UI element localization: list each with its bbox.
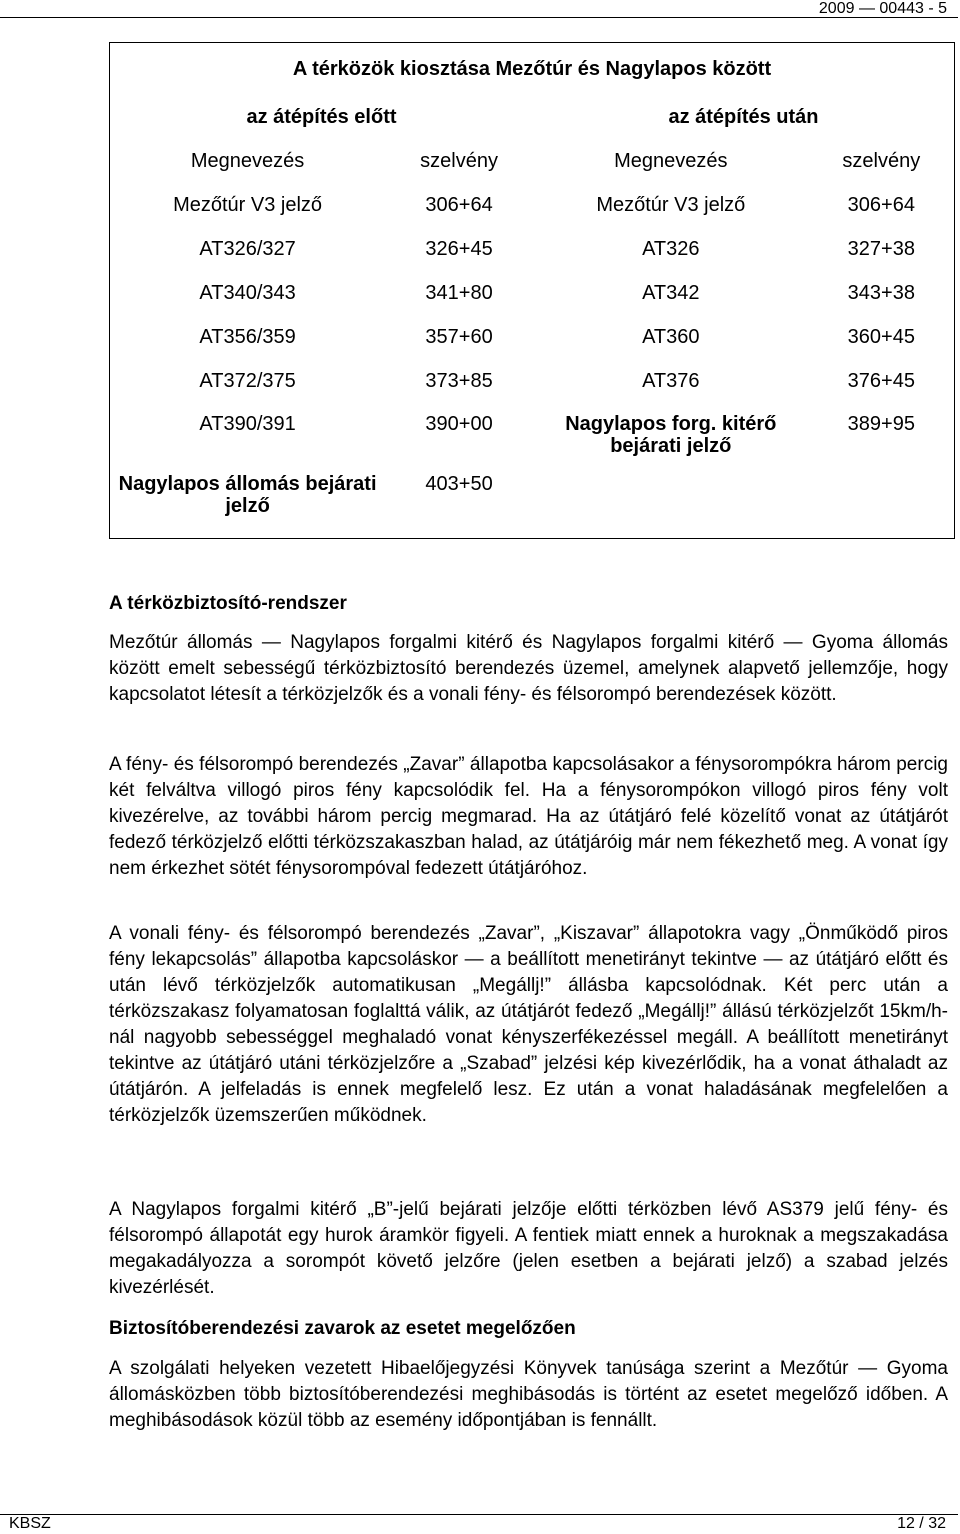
table-cell: AT326/327 <box>110 227 386 271</box>
header-divider <box>0 17 958 18</box>
after-header: az átépítés után <box>533 95 955 139</box>
table-cell: AT376 <box>642 369 700 392</box>
table-cell <box>533 469 809 539</box>
table-cell: 326+45 <box>425 237 493 260</box>
col-header-km-after: szelvény <box>809 139 955 183</box>
table-title: A térközök kiosztása Mezőtúr és Nagylapos között <box>110 43 955 95</box>
footer-org: KBSZ <box>9 1515 51 1532</box>
table-cell: 373+85 <box>425 369 493 392</box>
table-cell: AT390/391 <box>110 403 386 469</box>
table-cell: AT372/375 <box>110 359 386 403</box>
table-cell: 390+00 <box>425 412 493 435</box>
table-cell: Mezőtúr V3 jelző <box>110 183 386 227</box>
table-cell: 360+45 <box>809 315 955 359</box>
table-cell: 376+45 <box>809 359 955 403</box>
paragraph: Mezőtúr állomás — Nagylapos forgalmi kitérő és Nagylapos forgalmi kitérő — Gyoma állomás között emelt sebességű térközbiztosító berendezés üzemel, amelynek alapvető jellemzője, hogy kapcsolatot létesít a térközjelzők és a vonali fény- és félsorompó berendezések között. <box>109 632 948 705</box>
table-cell: 341+80 <box>425 281 493 304</box>
table-row <box>110 271 955 315</box>
table-row <box>110 227 955 271</box>
table-cell: Mezőtúr V3 jelző <box>596 193 746 216</box>
table-row <box>110 359 955 403</box>
document-reference: 2009 — 00443 - 5 <box>818 0 947 17</box>
table-cell: 343+38 <box>809 271 955 315</box>
table-cell: 327+38 <box>809 227 955 271</box>
col-header-name-after: Megnevezés <box>614 149 728 172</box>
table-cell: AT340/343 <box>110 271 386 315</box>
table-cell: AT356/359 <box>110 315 386 359</box>
col-header-km-before: szelvény <box>420 149 498 172</box>
table-row <box>110 315 955 359</box>
paragraph: A Nagylapos forgalmi kitérő „B”-jelű bejárati jelzője előtti térközben lévő AS379 jelű fény- és félsorompó állapotát egy hurok áramkör figyeli. A fentiek miatt ennek a huroknak a megszakadása megakadályozza a sorompót követő jelzőre (jelen esetben a bejárati jelző) a szabad jelzés kivezérlését. <box>109 1199 948 1298</box>
table-cell: AT342 <box>642 281 700 304</box>
table-cell <box>809 469 955 539</box>
paragraph: A vonali fény- és félsorompó berendezés „Zavar”, „Kiszavar” állapotokra vagy „Önműködő piros fény lekapcsolás” állapotba kapcsoláskor — a beállított menetirányt tekintve — az útátjáró előtt és után lévő térközjelzők automatikusan „Megállj!” állásba kapcsolódnak. Két perc után a térközszakasz folyamatosan foglalttá válik, az útátjárót fedező „Megállj!” állású térközjelzőt 15km/h-nál nagyobb sebességgel meghaladó vonat kényszerfékezéssel megáll. A beállított menetirányt tekintve az útátjáró utáni térközjelzőre a „Szabad” jelzési kép kivezérlődik, ha a vonat áthaladt az útátjárón. A jelfeladás is ennek megfelelő lesz. Ez után a vonat haladásának megfelelően a térközjelzők üzemszerűen működnek. <box>109 923 948 1126</box>
table-cell: 306+64 <box>425 193 493 216</box>
page-number: 12 / 32 <box>897 1515 946 1532</box>
table-cell: Nagylapos forg. kitérő bejárati jelző <box>565 412 777 457</box>
before-header: az átépítés előtt <box>110 95 533 139</box>
table-cell: Nagylapos állomás bejárati jelző <box>110 469 386 539</box>
table-row <box>110 403 955 469</box>
table-cell: AT326 <box>642 237 700 260</box>
table-row <box>110 469 955 539</box>
table-cell: 306+64 <box>809 183 955 227</box>
footer-divider <box>0 1514 958 1515</box>
paragraph: A fény- és félsorompó berendezés „Zavar” állapotba kapcsolásakor a fénysorompókra három percig két felváltva villogó piros fény kapcsolódik fel. Ha a fénysorompókon villogó piros fény volt kivezérelve, az további három percig megmarad. Ha az útátjáró felé közelítő vonat az útátjárót fedező térközjelző előtti térközszakaszban halad, az útátjáróig már nem fékezhető meg. A vonat így nem érkezhet sötét fénysorompóval fedezett útátjáróhoz. <box>109 754 948 879</box>
table-cell: AT360 <box>642 325 700 348</box>
table-row <box>110 183 955 227</box>
table-cell: 357+60 <box>425 325 493 348</box>
table-cell: 389+95 <box>809 403 955 469</box>
block-section-table <box>109 42 955 539</box>
section-heading-system: A térközbiztosító-rendszer <box>109 593 347 614</box>
paragraph: A szolgálati helyeken vezetett Hibaelőjegyzési Könyvek tanúsága szerint a Mezőtúr — Gyoma állomásközben több biztosítóberendezési meghibásodás is történt az esetet megelőző időben. A meghibásodások közül több az esemény időpontjában is fennállt. <box>109 1358 948 1431</box>
section-heading-faults: Biztosítóberendezési zavarok az esetet megelőzően <box>109 1318 576 1339</box>
table-cell: 403+50 <box>385 469 533 539</box>
col-header-name-before: Megnevezés <box>110 139 386 183</box>
